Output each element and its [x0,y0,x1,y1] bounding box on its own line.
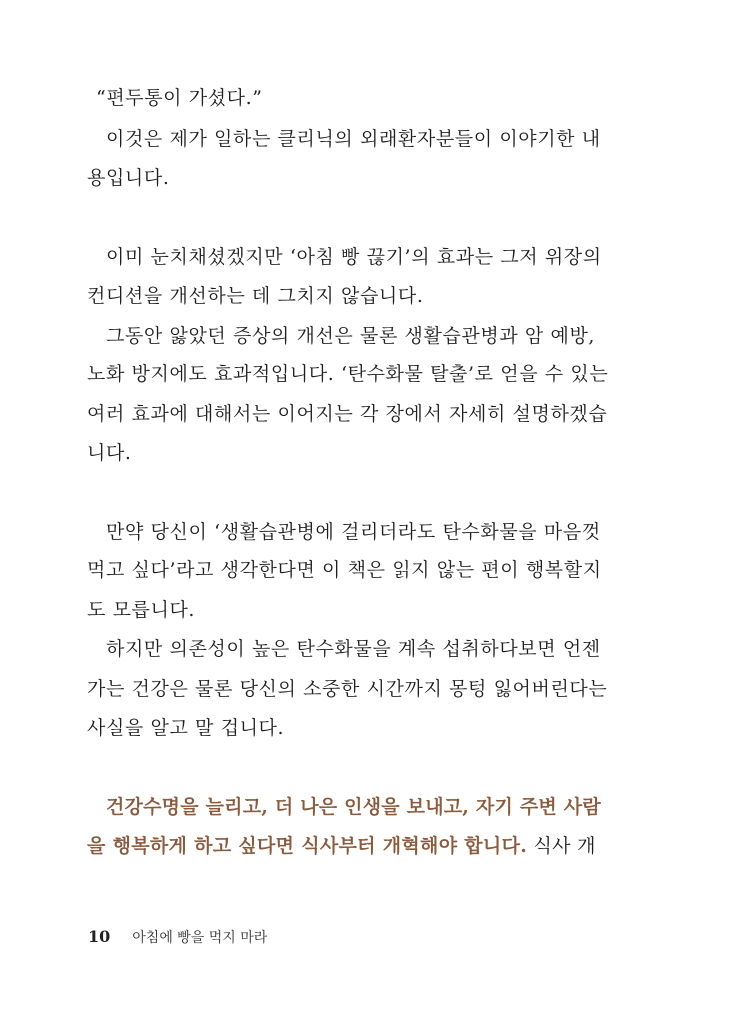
body-line: 사실을 알고 말 겁니다. [87,717,285,739]
trailing-text: 식사 개 [527,835,596,857]
body-line: 도 모릅니다. [87,599,196,621]
emphasis-line: 건강수명을 늘리고, 더 나은 인생을 보내고, 자기 주변 사람 [106,796,601,818]
body-line: 만약 당신이 ‘생활습관병에 걸리더라도 탄수화물을 마음껏 [106,521,601,543]
body-line: 이것은 제가 일하는 클리닉의 외래환자분들이 이야기한 내 [106,128,601,150]
body-line: 니다. [87,442,132,464]
body-line: 노화 방지에도 효과적입니다. ‘탄수화물 탈출’로 얻을 수 있는 [87,363,609,385]
body-line: 먹고 싶다’라고 생각한다면 이 책은 읽지 않는 편이 행복할지 [87,559,602,581]
body-line: “편두통이 가셨다.” [96,87,263,109]
emphasis-line [87,834,596,858]
body-line: 여러 효과에 대해서는 이어지는 각 장에서 자세히 설명하겠습 [87,403,608,425]
body-line: 하지만 의존성이 높은 탄수화물을 계속 섭취하다보면 언젠 [106,638,601,660]
body-line: 가는 건강은 물론 당신의 소중한 시간까지 몽텅 잃어버린다는 [87,678,608,700]
body-line: 그동안 앓았던 증상의 개선은 물론 생활습관병과 암 예방, [106,325,596,347]
page-footer [88,927,267,947]
running-title: 아침에 빵을 먹지 마라 [132,930,268,946]
emphasis-text: 을 행복하게 하고 싶다면 식사부터 개혁해야 합니다. [87,835,528,857]
body-line: 용입니다. [87,167,170,189]
body-line: 이미 눈치채셨겠지만 ‘아침 빵 끊기’의 효과는 그저 위장의 [106,246,602,268]
page-number: 10 [88,927,111,946]
body-line: 컨디션을 개선하는 데 그치지 않습니다. [87,285,424,307]
